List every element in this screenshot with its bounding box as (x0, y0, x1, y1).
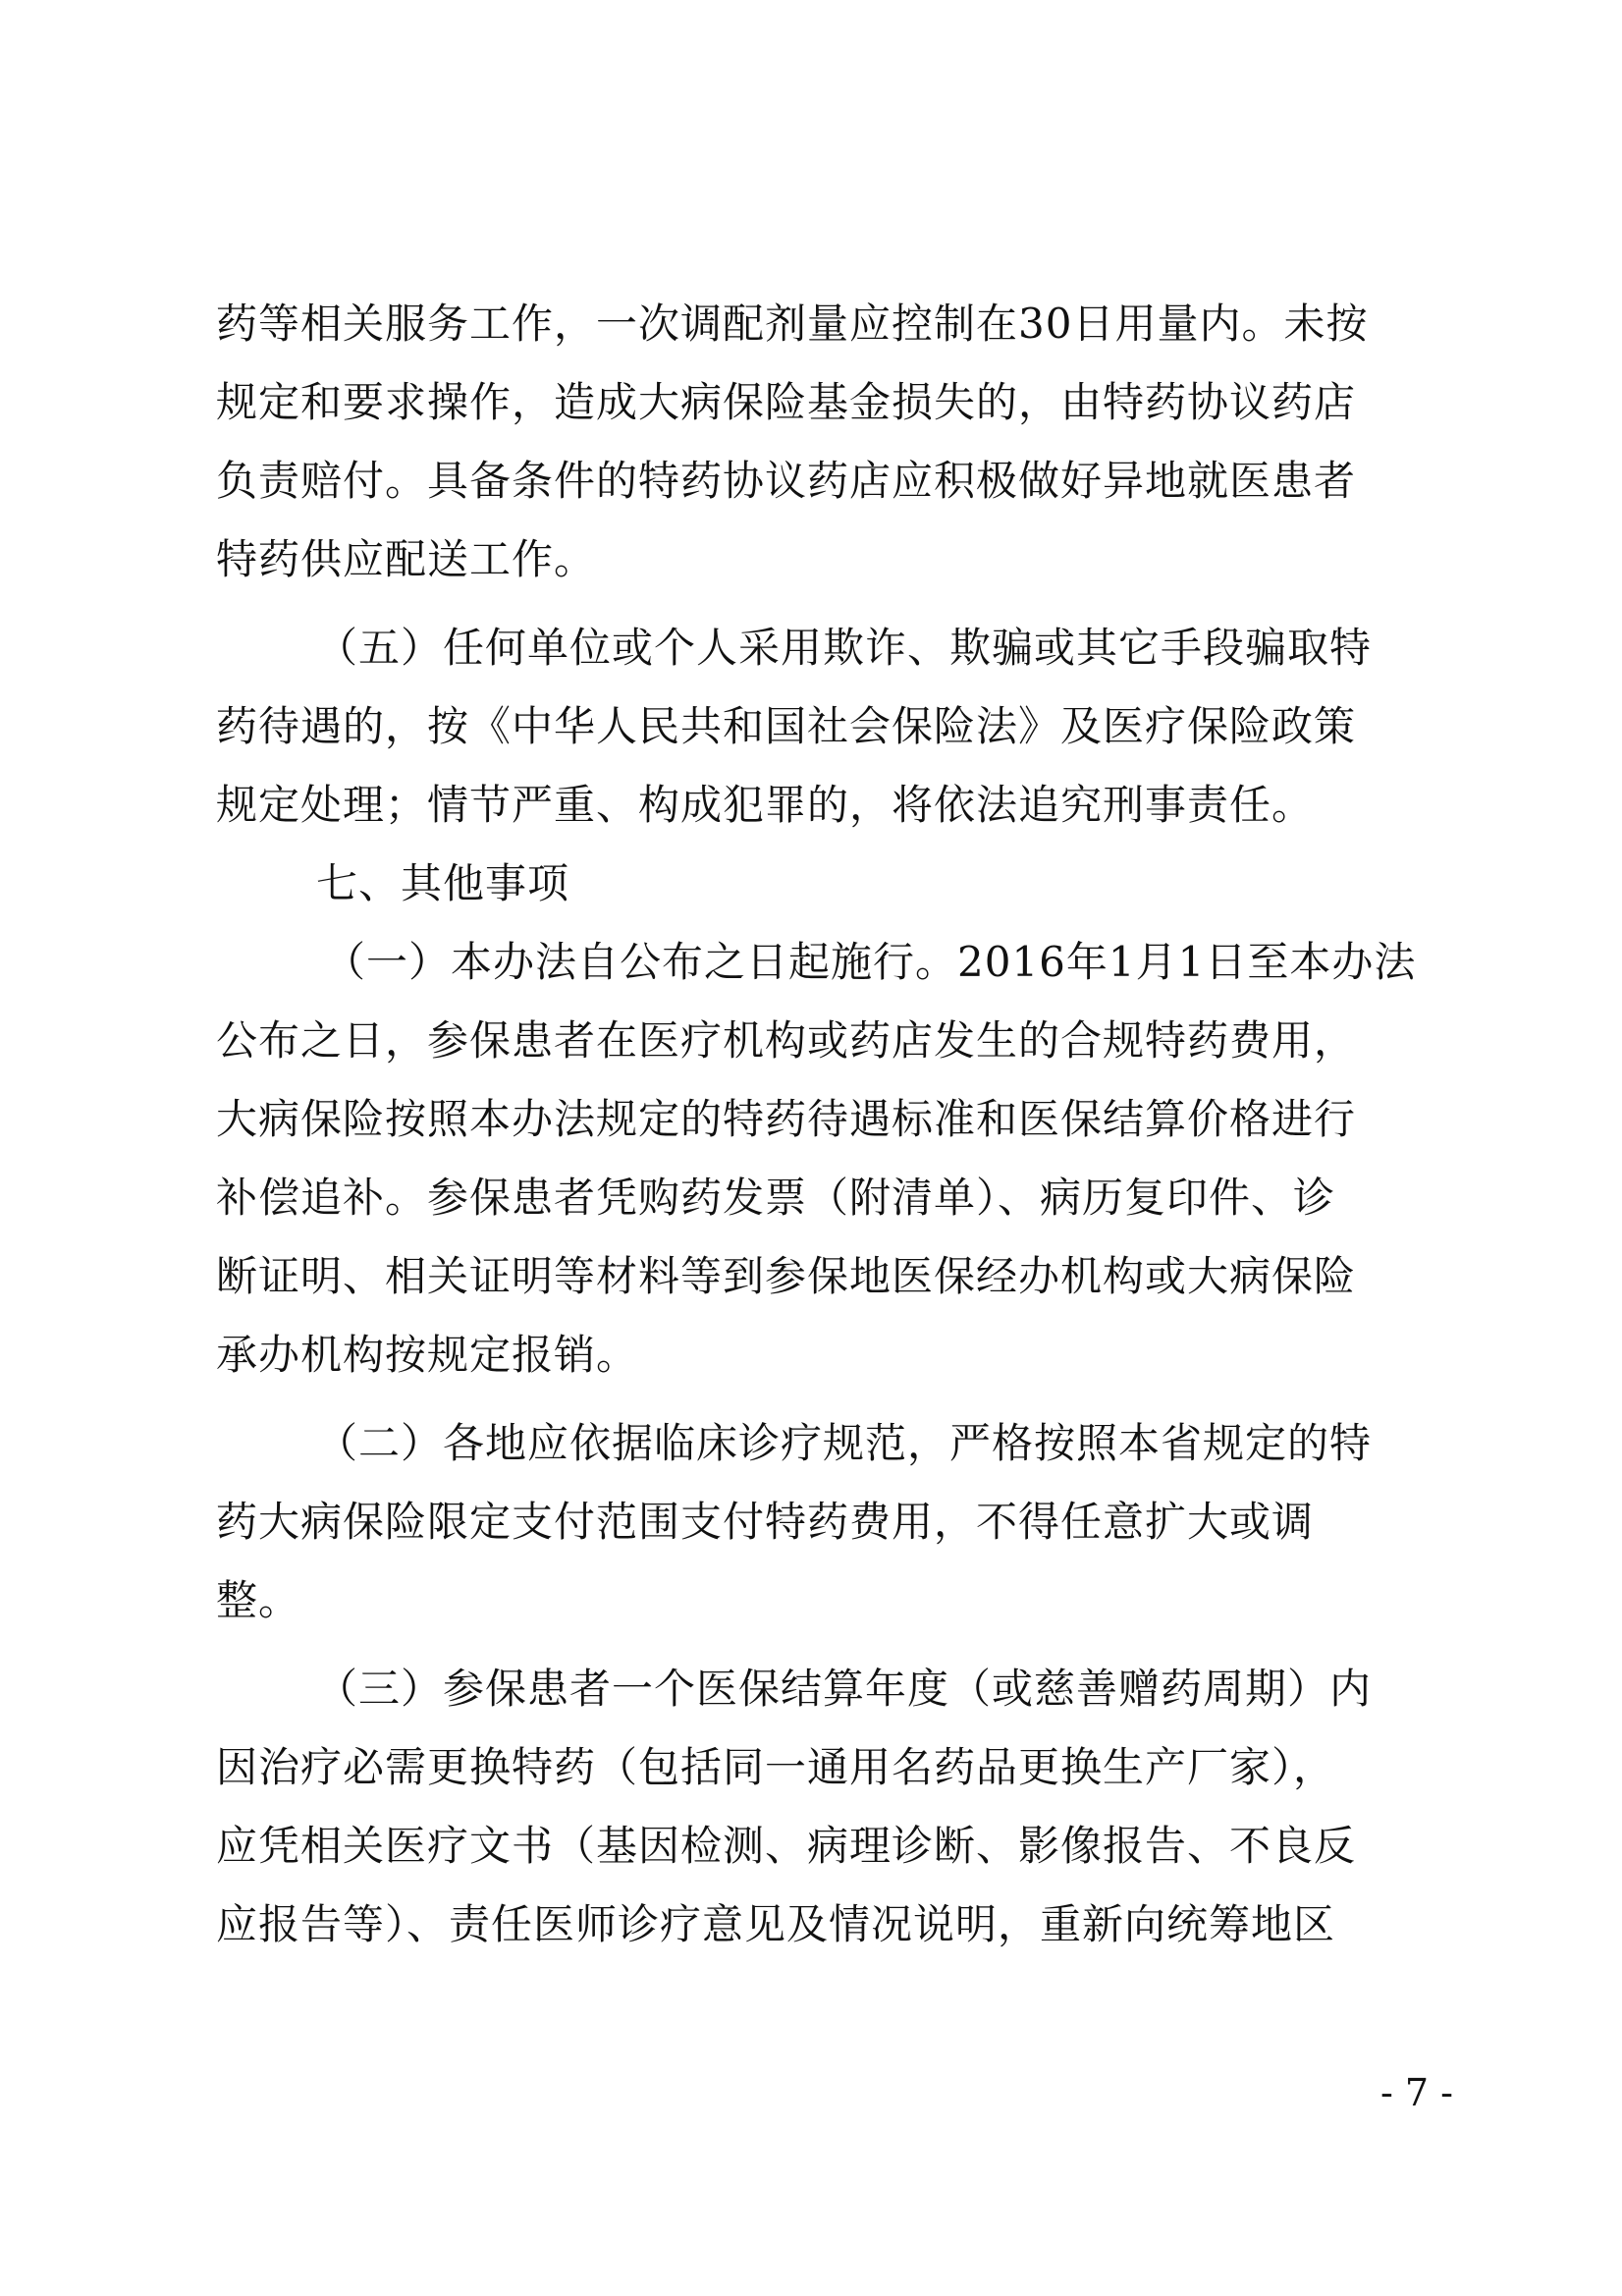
text-line-2: 规定和要求操作，造成大病保险基金损失的，由特药协议药店 (216, 378, 1357, 426)
section-heading: 七、其他事项 (316, 859, 570, 907)
text-line-12: 补偿追补。参保患者凭购药发票（附清单）、病历复印件、诊 (216, 1174, 1336, 1222)
text-line-21: 应报告等）、责任医师诊疗意见及情况说明，重新向统筹地区 (216, 1900, 1336, 1948)
text-line-19: 因治疗必需更换特药（包括同一通用名药品更换生产厂家）， (216, 1743, 1336, 1791)
text-line-10: 公布之日，参保患者在医疗机构或药店发生的合规特药费用， (216, 1016, 1357, 1065)
text-line-4: 特药供应配送工作。 (216, 535, 597, 583)
text-line-3: 负责赔付。具备条件的特药协议药店应积极做好异地就医患者 (216, 457, 1357, 505)
text-line-13: 断证明、相关证明等材料等到参保地医保经办机构或大病保险 (216, 1252, 1357, 1300)
text-line-7: 规定处理；情节严重、构成犯罪的，将依法追究刑事责任。 (216, 781, 1315, 829)
text-line-6: 药待遇的，按《中华人民共和国社会保险法》及医疗保险政策 (216, 702, 1357, 750)
text-line-5: （五）任何单位或个人采用欺诈、欺骗或其它手段骗取特 (316, 624, 1373, 672)
text-line-1: 药等相关服务工作，一次调配剂量应控制在30日用量内。未按 (216, 300, 1369, 348)
page-number: - 7 - (1379, 2071, 1453, 2114)
text-line-18: （三）参保患者一个医保结算年度（或慈善赠药周期）内 (316, 1665, 1373, 1713)
text-line-20: 应凭相关医疗文书（基因检测、病理诊断、影像报告、不良反 (216, 1822, 1357, 1870)
text-line-11: 大病保险按照本办法规定的特药待遇标准和医保结算价格进行 (216, 1095, 1357, 1143)
text-line-17: 整。 (216, 1576, 301, 1624)
text-line-16: 药大病保险限定支付范围支付特药费用，不得任意扩大或调 (216, 1498, 1315, 1546)
text-line-15: （二）各地应依据临床诊疗规范，严格按照本省规定的特 (316, 1419, 1373, 1467)
text-line-14: 承办机构按规定报销。 (216, 1331, 639, 1379)
text-line-9: （一）本办法自公布之日起施行。2016年1月1日至本办法 (324, 938, 1417, 986)
